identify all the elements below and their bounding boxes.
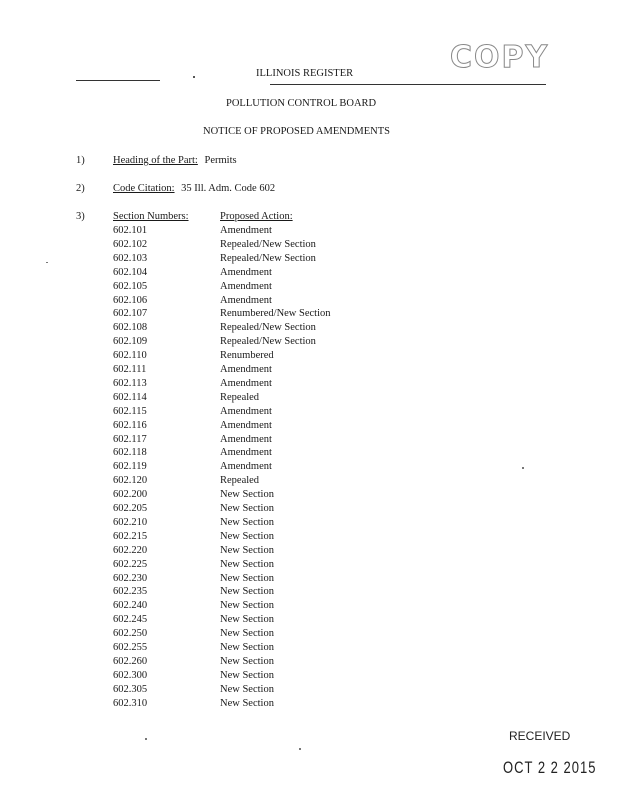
section-number: 602.110 <box>113 350 147 362</box>
section-number: 602.113 <box>113 377 147 389</box>
section-row <box>0 545 618 559</box>
section-number: 602.300 <box>113 669 148 681</box>
proposed-action: Renumbered <box>220 350 274 362</box>
proposed-action: New Section <box>220 516 274 528</box>
section-row <box>0 364 618 378</box>
section-number: 602.104 <box>113 266 148 278</box>
notice-title: NOTICE OF PROPOSED AMENDMENTS <box>203 126 390 137</box>
section-row <box>0 614 618 628</box>
section-row <box>0 267 618 281</box>
section-number: 602.102 <box>113 238 148 250</box>
section-row <box>0 531 618 545</box>
section-row <box>0 295 618 309</box>
section-row <box>0 392 618 406</box>
section-row <box>0 225 618 239</box>
proposed-action: Amendment <box>220 405 272 417</box>
proposed-action: Amendment <box>220 294 272 306</box>
header-rule-right <box>270 84 546 85</box>
proposed-action: Amendment <box>220 280 272 292</box>
section-number: 602.220 <box>113 544 148 556</box>
section-number: 602.255 <box>113 642 148 653</box>
section-number: 602.114 <box>113 391 147 403</box>
proposed-action: New Section <box>220 614 274 626</box>
proposed-action: New Section <box>220 558 274 570</box>
section-row <box>0 350 618 364</box>
section-number: 602.235 <box>113 586 148 598</box>
proposed-action: New Section <box>220 489 274 501</box>
section-row <box>0 600 618 614</box>
section-row <box>0 406 618 420</box>
section-row <box>0 447 618 461</box>
proposed-action: Amendment <box>220 364 272 375</box>
proposed-action: New Section <box>220 544 274 556</box>
section-row <box>0 239 618 253</box>
stray-mark <box>299 748 301 750</box>
section-row <box>0 586 618 600</box>
item-number: 3) <box>76 211 85 222</box>
proposed-action: New Section <box>220 683 274 695</box>
section-number: 602.101 <box>113 225 148 236</box>
heading-label-text: Heading of the Part: <box>113 155 198 166</box>
heading-value: Permits <box>204 155 237 166</box>
section-row <box>0 489 618 503</box>
citation-label-text: Code Citation: <box>113 183 175 194</box>
proposed-action: Amendment <box>220 419 272 431</box>
section-number: 602.109 <box>113 336 148 348</box>
section-number: 602.250 <box>113 628 148 640</box>
proposed-action: Amendment <box>220 225 272 236</box>
section-number: 602.118 <box>113 447 147 459</box>
section-number: 602.111 <box>113 364 147 375</box>
received-date: OCT 2 2 2015 <box>503 758 597 777</box>
section-number: 602.119 <box>113 461 147 473</box>
section-row <box>0 336 618 350</box>
section-number: 602.108 <box>113 322 148 334</box>
citation-value: 35 Ill. Adm. Code 602 <box>181 183 276 194</box>
proposed-action: Repealed/New Section <box>220 336 316 348</box>
proposed-action: New Section <box>220 586 274 598</box>
section-row <box>0 517 618 531</box>
proposed-action: Amendment <box>220 461 272 473</box>
stray-mark <box>193 76 195 78</box>
section-row <box>0 434 618 448</box>
proposed-action: Amendment <box>220 447 272 459</box>
section-number: 602.200 <box>113 489 148 501</box>
section-row <box>0 322 618 336</box>
register-title: ILLINOIS REGISTER <box>256 68 354 79</box>
heading-of-part-label <box>113 155 237 166</box>
section-row <box>0 559 618 573</box>
stray-mark <box>46 262 48 263</box>
section-row <box>0 461 618 475</box>
section-number: 602.225 <box>113 558 148 570</box>
proposed-action: Amendment <box>220 433 272 445</box>
section-number: 602.115 <box>113 405 147 417</box>
section-row <box>0 378 618 392</box>
section-number: 602.120 <box>113 475 148 487</box>
proposed-action: New Section <box>220 600 274 612</box>
section-number: 602.240 <box>113 600 148 612</box>
section-row <box>0 503 618 517</box>
section-number: 602.116 <box>113 419 147 431</box>
stray-mark <box>522 467 524 469</box>
section-row <box>0 281 618 295</box>
proposed-action-header: Proposed Action: <box>220 211 293 222</box>
section-number: 602.103 <box>113 252 148 264</box>
proposed-action: New Section <box>220 669 274 681</box>
item-number: 1) <box>76 155 85 166</box>
section-number: 602.117 <box>113 433 147 445</box>
section-numbers-header: Section Numbers: <box>113 211 189 222</box>
proposed-action: Repealed/New Section <box>220 322 316 334</box>
section-number: 602.230 <box>113 572 148 584</box>
proposed-action: New Section <box>220 697 274 709</box>
section-row <box>0 308 618 322</box>
proposed-action: Amendment <box>220 266 272 278</box>
section-row <box>0 670 618 684</box>
section-row <box>0 642 618 656</box>
proposed-action: Repealed/New Section <box>220 238 316 250</box>
section-number: 602.310 <box>113 697 148 709</box>
stray-mark <box>145 738 147 740</box>
section-number: 602.210 <box>113 516 148 528</box>
proposed-action: Repealed <box>220 475 260 487</box>
section-number: 602.105 <box>113 280 148 292</box>
item-number: 2) <box>76 183 85 194</box>
proposed-action: Renumbered/New Section <box>220 308 331 320</box>
header-rule-left <box>76 80 160 81</box>
proposed-action: New Section <box>220 628 274 640</box>
section-number: 602.205 <box>113 503 148 514</box>
proposed-action: New Section <box>220 572 274 584</box>
proposed-action: Repealed <box>220 391 260 403</box>
copy-stamp: COPY <box>450 40 550 75</box>
proposed-action: Amendment <box>220 377 272 389</box>
section-number: 602.305 <box>113 683 148 695</box>
section-row <box>0 573 618 587</box>
section-row <box>0 475 618 489</box>
proposed-action: New Section <box>220 655 274 667</box>
section-row <box>0 628 618 642</box>
section-row <box>0 684 618 698</box>
section-number: 602.107 <box>113 308 148 320</box>
code-citation-label <box>113 183 275 194</box>
section-row <box>0 420 618 434</box>
section-number: 602.106 <box>113 294 148 306</box>
proposed-action: New Section <box>220 642 274 653</box>
received-label: RECEIVED <box>509 729 571 743</box>
agency-title: POLLUTION CONTROL BOARD <box>226 98 377 109</box>
section-row <box>0 253 618 267</box>
proposed-action: Repealed/New Section <box>220 252 316 264</box>
section-number: 602.260 <box>113 655 148 667</box>
section-row <box>0 698 618 712</box>
section-row <box>0 656 618 670</box>
section-number: 602.245 <box>113 614 148 626</box>
section-number: 602.215 <box>113 530 148 542</box>
proposed-action: New Section <box>220 503 274 514</box>
proposed-action: New Section <box>220 530 274 542</box>
